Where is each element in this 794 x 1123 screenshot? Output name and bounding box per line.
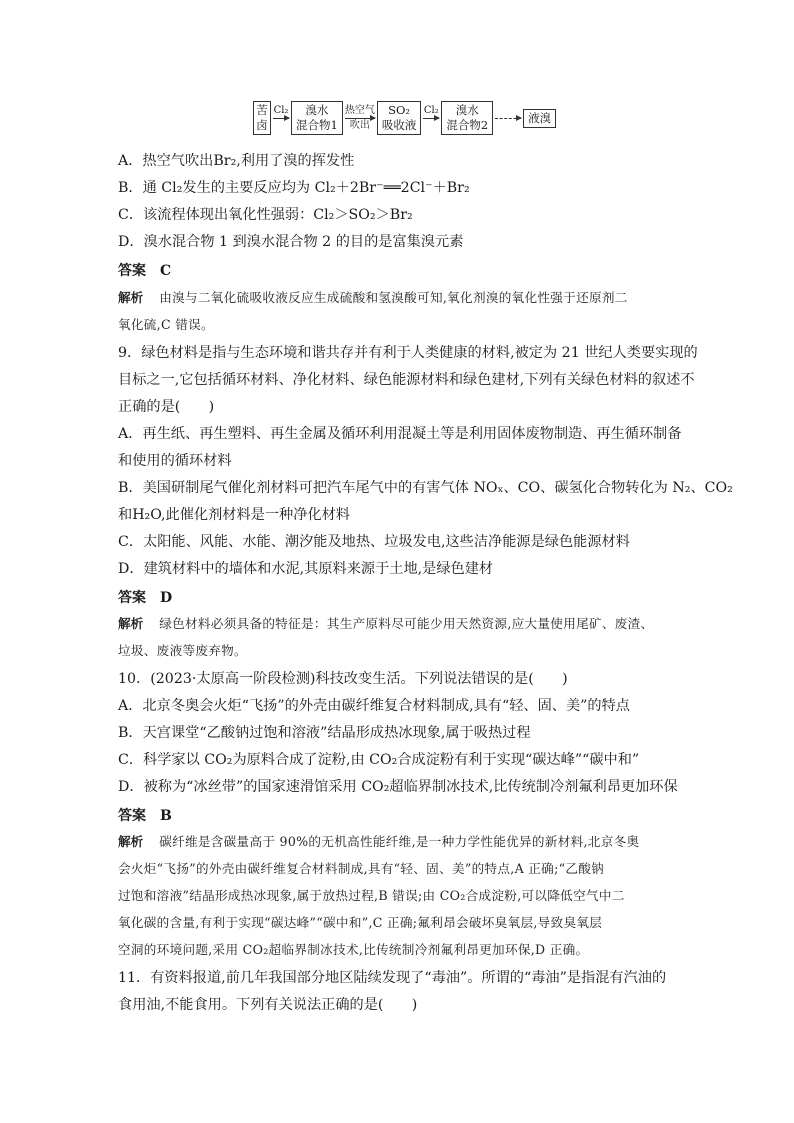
q8-explanation-line-1 [118, 289, 628, 307]
q8-option-a: A．热空气吹出Br₂,利用了溴的挥发性 [118, 153, 355, 169]
flow-arrow-1 [271, 105, 291, 132]
flow-box-1-line-2: 混合物1 [296, 118, 338, 132]
q11-stem-line-1: 11．有资料报道,前几年我国部分地区陆续发现了“毒油”。所谓的“毒油”是指混有汽油的 [118, 970, 667, 986]
explanation-label: 解析 [118, 616, 144, 631]
q10-option-c: C．科学家以 CO₂为原料合成了淀粉,由 CO₂合成淀粉有利于实现“碳达峰”“碳中和” [118, 752, 640, 768]
flow-arrow-3-label: Cl₂ [423, 104, 439, 116]
explanation-label: 解析 [118, 290, 144, 305]
q9-explanation-line-2: 垃圾、废液等废弃物。 [118, 643, 247, 658]
flow-box-raw [253, 101, 271, 135]
q9-answer [118, 587, 172, 607]
q9-option-c: C．太阳能、风能、水能、潮汐能及地热、垃圾发电,这些洁净能源是绿色能源材料 [118, 534, 630, 550]
q10-explanation-line-5: 空洞的环境问题,采用 CO₂超临界制冰技术,比传统制冷剂氟利昂更加环保,D 正确。 [118, 942, 589, 957]
arrow-right-icon [423, 118, 439, 119]
flow-arrow-2-label-bottom: 吹出 [349, 119, 370, 131]
q8-option-c: C．该流程体现出氧化性强弱：Cl₂＞SO₂＞Br₂ [118, 207, 413, 223]
flow-box-bromine-mixture-2 [441, 101, 493, 135]
explanation-text: 由溴与二氧化硫吸收液反应生成硫酸和氢溴酸可知,氧化剂溴的氧化性强于还原剂二 [159, 290, 628, 305]
q8-option-d: D．溴水混合物 1 到溴水混合物 2 的目的是富集溴元素 [118, 234, 464, 250]
answer-label: 答案 [118, 263, 146, 279]
explanation-label: 解析 [118, 834, 144, 849]
flow-box-3-line-1: 溴水 [455, 103, 479, 117]
flow-arrow-3 [421, 105, 441, 132]
q9-option-b-line-2: 和H₂O,此催化剂材料是一种净化材料 [118, 507, 350, 523]
arrow-right-icon [345, 118, 375, 119]
arrow-right-icon [273, 118, 289, 119]
q10-explanation-line-3: 过饱和溶液”结晶形成热冰现象,属于放热过程,B 错误;由 CO₂合成淀粉,可以降低空气中二 [118, 888, 625, 903]
flow-arrow-2 [343, 105, 377, 132]
flow-box-bromine-mixture-1 [291, 101, 343, 135]
flow-arrow-1-label: Cl₂ [273, 104, 289, 116]
q8-answer [118, 260, 171, 280]
q10-option-d: D．被称为“冰丝带”的国家速滑馆采用 CO₂超临界制冰技术,比传统制冷剂氟利昂更加环保 [118, 779, 678, 795]
q9-stem-line-3: 正确的是( ) [118, 399, 215, 415]
q9-option-b-line-1: B．美国研制尾气催化剂材料可把汽车尾气中的有害气体 NOₓ、CO、碳氢化合物转化为 N₂、CO₂ [118, 480, 733, 496]
explanation-text: 碳纤维是含碳量高于 90%的无机高性能纤维,是一种力学性能优异的新材料,北京冬奥 [159, 834, 640, 849]
answer-value: D [160, 590, 173, 606]
q11-stem-line-2: 食用油,不能食用。下列有关说法正确的是( ) [118, 997, 418, 1013]
q10-explanation-line-1 [118, 833, 639, 851]
flow-arrow-4 [493, 105, 523, 132]
flow-box-so2-absorbent [377, 101, 422, 135]
answer-value: C [160, 263, 172, 279]
q9-option-d: D．建筑材料中的墙体和水泥,其原料来源于土地,是绿色建材 [118, 561, 494, 577]
arrow-right-icon [495, 118, 521, 119]
answer-label: 答案 [118, 808, 146, 824]
q10-option-b: B．天宫课堂“乙酸钠过饱和溶液”结晶形成热冰现象,属于吸热过程 [118, 725, 531, 741]
flow-box-liquid-bromine [523, 109, 556, 128]
q9-option-a-line-1: A．再生纸、再生塑料、再生金属及循环利用混凝土等是利用固体废物制造、再生循环制备 [118, 426, 682, 442]
flow-box-2-line-1: SO₂ [388, 103, 411, 117]
q10-option-a: A．北京冬奥会火炬“飞扬”的外壳由碳纤维复合材料制成,具有“轻、固、美”的特点 [118, 698, 630, 714]
q9-stem-line-1: 9．绿色材料是指与生态环境和谐共存并有利于人类健康的材料,被定为 21 世纪人类要实现的 [118, 345, 698, 361]
q9-stem-line-2: 目标之一,它包括循环材料、净化材料、绿色能源材料和绿色建材,下列有关绿色材料的叙述不 [118, 372, 695, 388]
q8-explanation-line-2: 氧化硫,C 错误。 [118, 317, 214, 332]
q10-explanation-line-4: 氧化碳的含量,有利于实现“碳达峰”“碳中和”,C 正确;氟利昂会破坏臭氧层,导致臭氧层 [118, 915, 603, 930]
q10-answer [118, 805, 172, 825]
flow-arrow-2-label-top: 热空气 [344, 104, 375, 116]
flow-raw-text: 苦卤 [256, 103, 268, 132]
q9-explanation-line-1 [118, 615, 653, 633]
flow-box-2-line-2: 吸收液 [381, 118, 417, 132]
flow-box-3-line-2: 混合物2 [446, 118, 489, 132]
q9-option-a-line-2: 和使用的循环材料 [118, 453, 232, 469]
answer-value: B [160, 808, 172, 824]
flow-box-1-line-1: 溴水 [305, 103, 329, 117]
bromine-extraction-flow-diagram [253, 101, 556, 135]
q10-stem: 10．(2023·太原高一阶段检测)科技改变生活。下列说法错误的是( ) [118, 671, 568, 687]
answer-label: 答案 [118, 590, 146, 606]
flow-product-text: 液溴 [528, 110, 552, 125]
q10-explanation-line-2: 会火炬“飞扬”的外壳由碳纤维复合材料制成,具有“轻、固、美”的特点,A 正确;“乙酸钠 [118, 861, 605, 876]
explanation-text: 绿色材料必须具备的特征是：其生产原料尽可能少用天然资源,应大量使用尾矿、废渣、 [159, 616, 654, 631]
q8-option-b: B．通 Cl₂发生的主要反应均为 Cl₂＋2Br⁻══2Cl⁻＋Br₂ [118, 180, 470, 196]
